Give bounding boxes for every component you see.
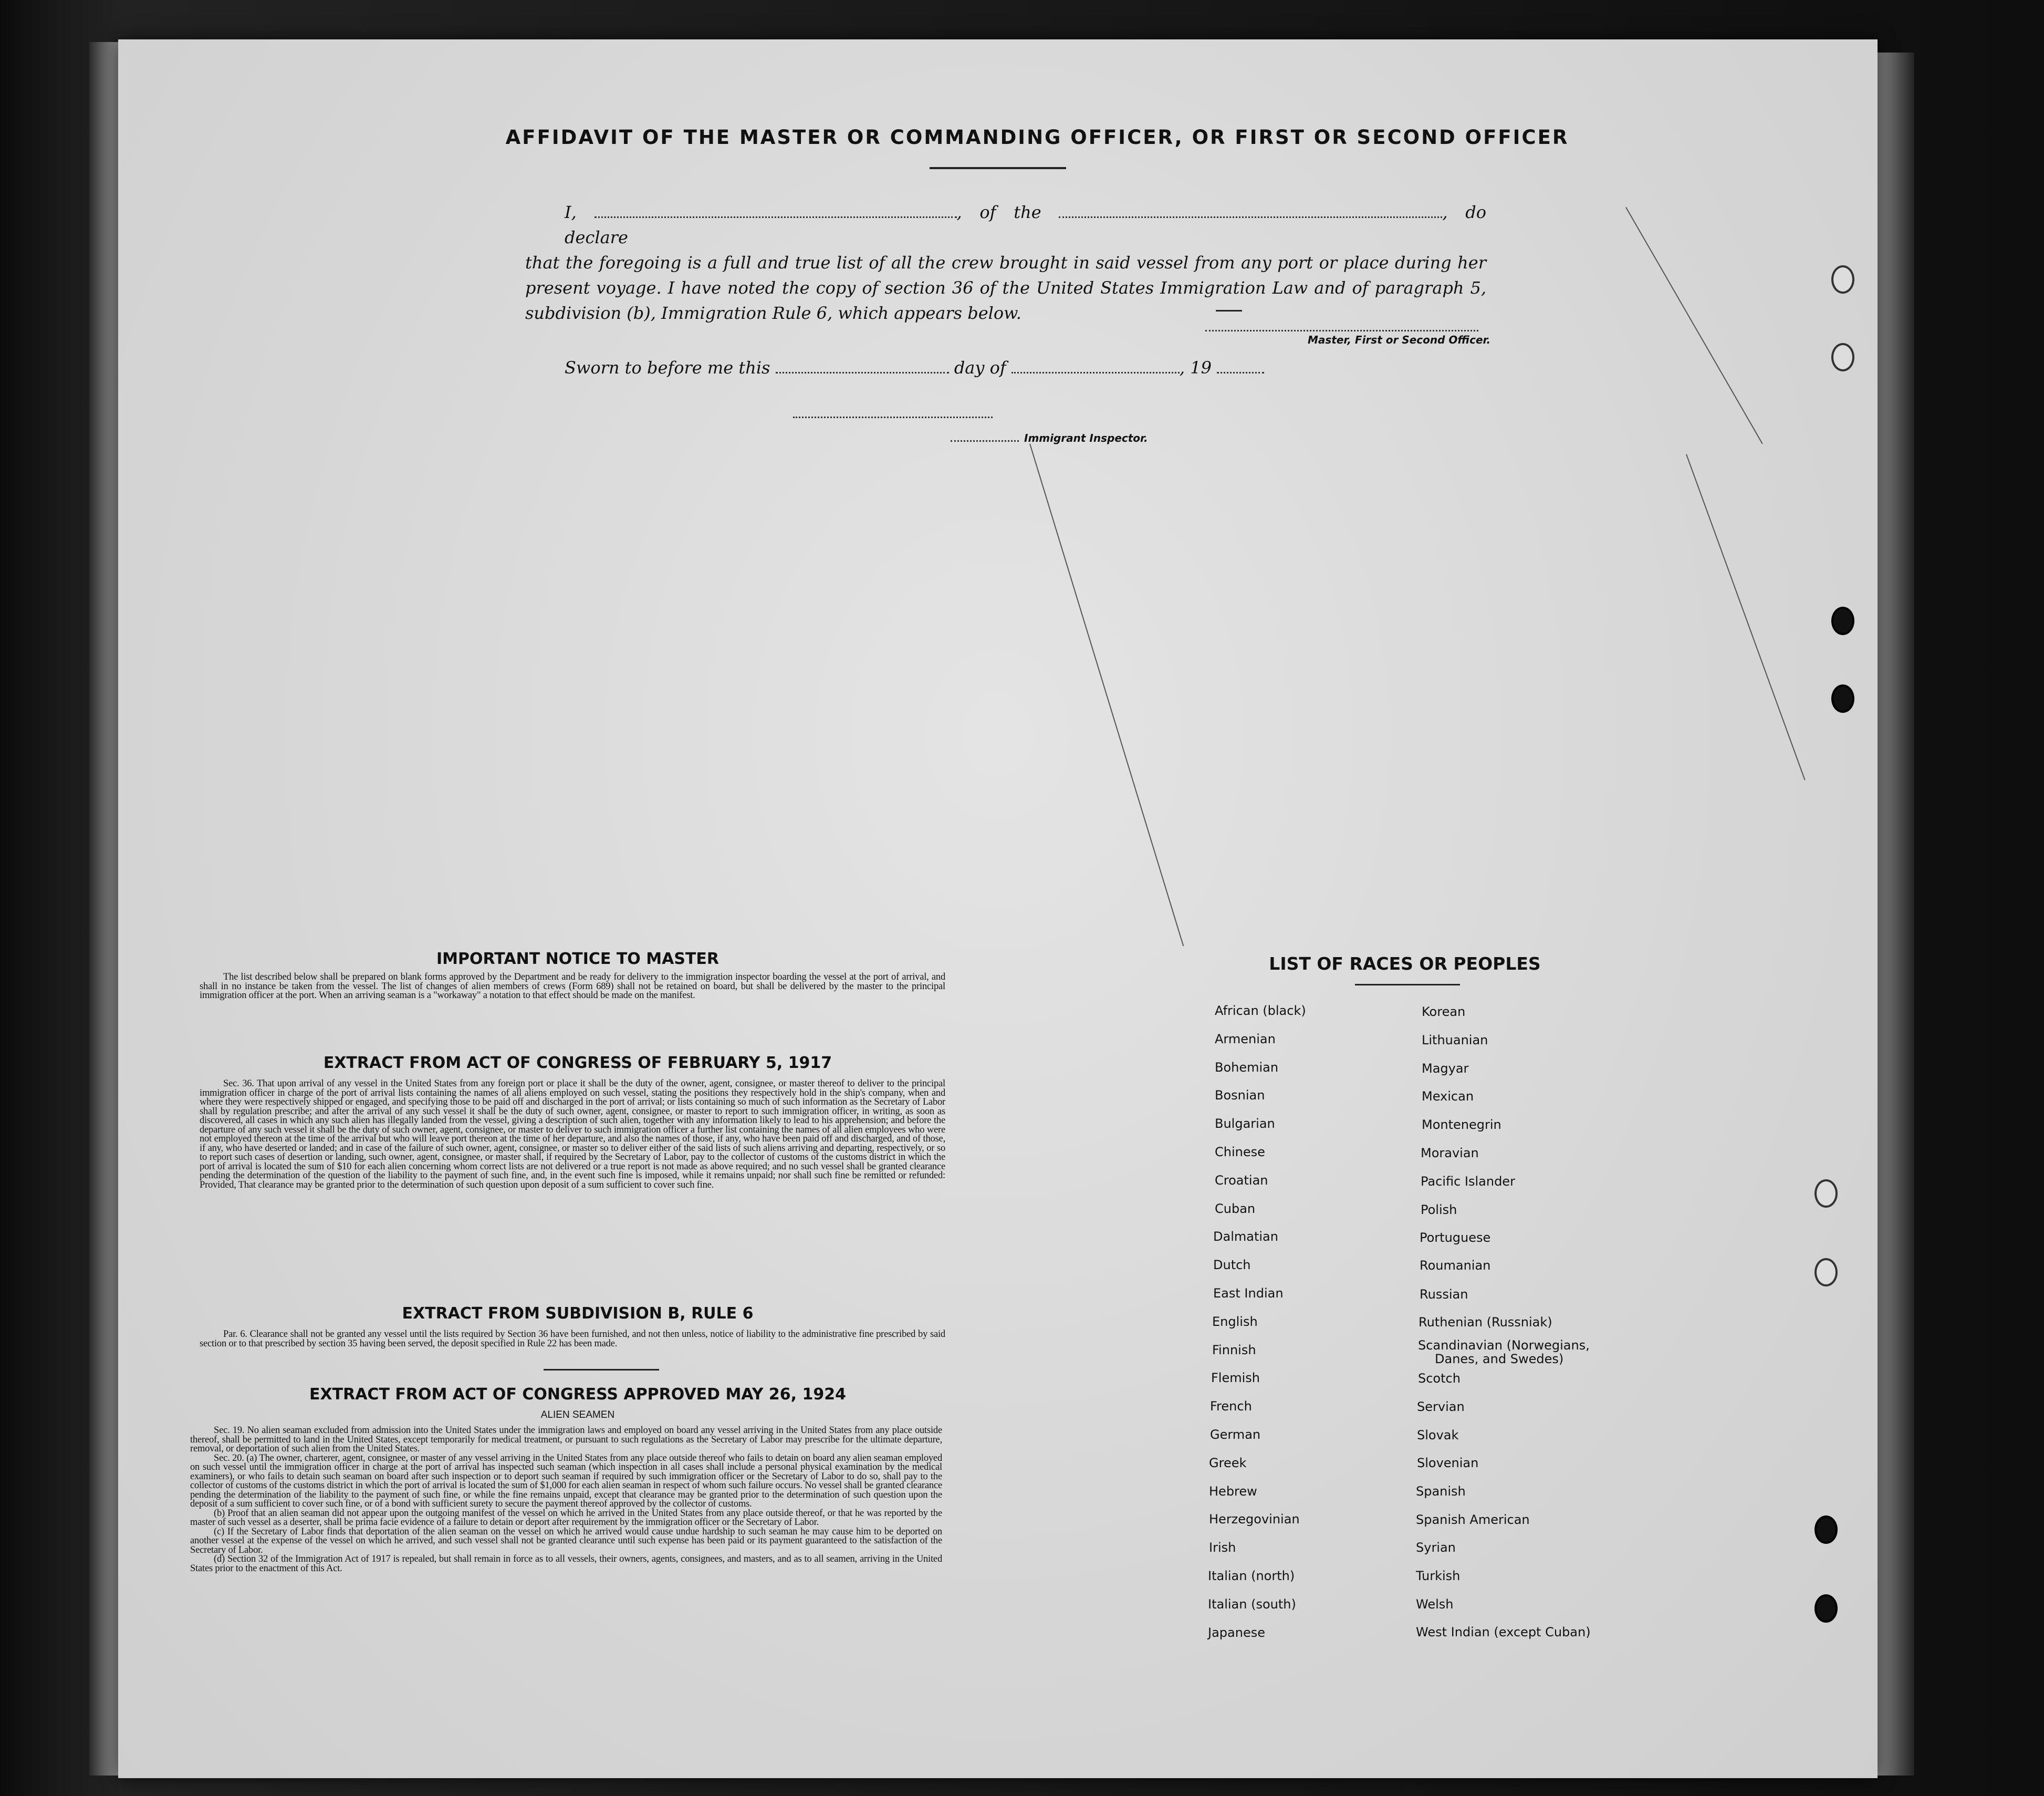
signature-dash (1216, 310, 1242, 312)
race-item: Magyar (1422, 1061, 1469, 1076)
affidavit-body (525, 200, 1486, 326)
race-item: English (1212, 1314, 1258, 1329)
vessel-field[interactable] (1059, 202, 1442, 218)
race-item: Bohemian (1215, 1060, 1279, 1075)
scan-scratch (1029, 443, 1184, 946)
alien-seamen-subheading: ALIEN SEAMEN (540, 1409, 615, 1420)
rule-6-text: Par. 6. Clearance shall not be granted any vessel until the lists required by Section 36 have been furnished, and not then unless, notice of liability to the administrative fine prescribed by said section or to that prescribed by section 35 having been served, the deposit specified in Rule 22 has been made. (200, 1329, 945, 1349)
scan-scratch (1625, 207, 1763, 444)
races-heading: LIST OF RACES OR PEOPLES (1269, 953, 1541, 974)
race-item: Russian (1420, 1287, 1468, 1302)
declaration-line: I, , of the , do declare (565, 202, 1487, 247)
notice-heading: IMPORTANT NOTICE TO MASTER (436, 950, 719, 968)
race-item: German (1210, 1427, 1261, 1442)
race-item: Herzegovinian (1209, 1512, 1300, 1527)
act-1917-heading: EXTRACT FROM ACT OF CONGRESS OF FEBRUARY 5, 1917 (323, 1054, 832, 1072)
race-item: Mexican (1422, 1089, 1474, 1104)
race-item: Bulgarian (1215, 1116, 1275, 1131)
sworn-month-field[interactable] (1011, 357, 1180, 373)
race-item: Irish (1209, 1540, 1236, 1555)
race-item: Roumanian (1420, 1258, 1491, 1273)
race-item: French (1210, 1399, 1252, 1414)
race-item: Danes, and Swedes) (1435, 1352, 1564, 1366)
sworn-line: Sworn to before me this day of , 19 (565, 357, 1300, 378)
race-item: West Indian (except Cuban) (1416, 1625, 1591, 1639)
rule-6-heading: EXTRACT FROM SUBDIVISION B, RULE 6 (402, 1304, 754, 1323)
scan-scratch (1686, 454, 1806, 780)
title-underline (930, 167, 1066, 169)
race-item: Pacific Islander (1421, 1174, 1515, 1189)
race-item: Spanish American (1416, 1512, 1530, 1527)
race-item: Korean (1422, 1004, 1466, 1019)
notice-text: The list described below shall be prepared on blank forms approved by the Department and be ready for delivery to the immigration inspector boarding the vessel at the port of arrival, and shall in no instance be taken from the vessel. The list of changes of alien members of crews (Form 689) shall not be retained on board, but shall be delivered by the master to the principal immigration officer at the port. When an arriving seaman is a "workaway" a notation to that effect should be made on the manifest. (200, 972, 945, 1001)
act-1917-text: Sec. 36. That upon arrival of any vessel in the United States from any foreign port or place it shall be the duty of the owner, agent, consignee, or master thereof to deliver to the principal immigration officer in charge of the port of arrival lists containing the names of all aliens employed on such vessel, stating the positions they respectively hold in the ship's company, when and where they were respectively shipped or engaged, and specifying those to be paid off and discharged in the port of arrival; or lists containing so much of such information as the Secretary of Labor shall by regulation prescribe; and after the arrival of any such vessel it shall be the duty of such owner, agent, consignee, or master to report to such immigration officer, in writing, as soon as discovered, all cases in which any such alien has illegally landed from the vessel, giving a description of such alien, together with any information likely to lead to his apprehension; and before the departure of any such vessel it shall be the duty of such owner, agent, consignee, or master to deliver to such immigration officer a further list containing the names of all alien employees who were not employed thereon at the time of the arrival but who will leave port thereon at the time of her departure, and also the names of those, if any, who have been paid off and discharged, and of those, if any, who have deserted or landed; and in case of the failure of such owner, agent, consignee, or master so to deliver either of the said lists of such aliens arriving and departing, respectively, or so to report such cases of desertion or landing, such owner, agent, consignee, or master shall, if required by the Secretary of Labor, pay to the collector of customs of the customs district in which the port of arrival is located the sum of $10 for each alien concerning whom correct lists are not delivered or a true report is not made as above required; and no such vessel shall be granted clearance pending the determination of the question of the liability to the payment of such fine, and, in the event such fine is imposed, while it remains unpaid; nor shall such fine be remitted or refunded: Provided, That clearance may be granted prior to the determination of such question upon deposit of a sum sufficient to cover such fine. (200, 1078, 945, 1190)
act-1924-heading: EXTRACT FROM ACT OF CONGRESS APPROVED MAY 26, 1924 (309, 1385, 846, 1404)
race-item: Servian (1417, 1399, 1465, 1414)
binder-hole-icon (1814, 1179, 1838, 1208)
race-item: Slovenian (1417, 1456, 1479, 1470)
race-item: Polish (1421, 1202, 1457, 1217)
race-item: Bosnian (1215, 1088, 1265, 1103)
race-item: Dutch (1213, 1258, 1251, 1273)
races-underline (1355, 984, 1460, 985)
inspector-label: Immigrant Inspector. (1024, 432, 1148, 444)
race-item: Italian (north) (1208, 1569, 1295, 1583)
binder-hole-icon (1831, 607, 1854, 635)
race-item: East Indian (1213, 1286, 1284, 1301)
race-item: African (black) (1215, 1003, 1306, 1018)
race-item: Greek (1209, 1455, 1247, 1470)
race-item: Chinese (1215, 1145, 1265, 1159)
race-item: Scotch (1418, 1371, 1461, 1386)
race-item: Slovak (1417, 1428, 1459, 1442)
race-item: Cuban (1215, 1201, 1256, 1216)
race-item: Lithuanian (1422, 1033, 1488, 1047)
race-item: Armenian (1215, 1031, 1276, 1046)
race-item: Hebrew (1209, 1483, 1257, 1499)
race-item: Scandinavian (Norwegians, (1418, 1338, 1590, 1353)
sworn-day-field[interactable] (776, 357, 949, 373)
officer-signature-label: Master, First or Second Officer. (1308, 334, 1491, 346)
race-item: Montenegrin (1422, 1117, 1501, 1132)
rule-6-underline (544, 1369, 659, 1371)
race-item: Finnish (1212, 1342, 1256, 1357)
race-item: Portuguese (1420, 1230, 1491, 1245)
act-1924-text: Sec. 19. No alien seaman excluded from admission into the United States under the immigration laws and employed on board any vessel arriving in the United States from any place outside thereof, shall be permitted to land in the United States, except temporarily for medical treatment, or pursuant to such regulations as the Secretary of Labor may prescribe for the ultimate departure, removal, or deportation of such alien from the United States. Sec. 20. (a) The owner, charterer, agent, consignee, or master of any vessel arriving in the United States from any place outside thereof who fails to detain on board any alien seaman employed on such vessel until the immigration officer in charge at the port of arrival has inspected such seaman (which inspection in all cases shall include a personal physical examination by the medical examiners), or who fails to detain such seaman on board after such inspection or to deport such seaman if required by such immigration officer or the Secretary of Labor to do so, shall pay to the collector of customs of the customs district in which the port of arrival is located the sum of $1,000 for each alien seaman in respect of whom such failure occurs. No vessel shall be granted clearance pending the determination of the liability to the payment of such fine, or while the fine remains unpaid, except that clearance may be granted prior to the determination of such question upon the deposit of a sum sufficient to cover such fine, or of a bond with sufficient surety to secure the payment thereof approved by the collector of customs. (b) Proof that an alien seaman did not appear upon the outgoing manifest of the vessel on which he arrived in the United States from any place outside thereof, or that he was reported by the master of such vessel as a deserter, shall be prima facie evidence of a failure to detain or deport after requirement by the immigration officer or the Secretary of Labor. (c) If the Secretary of Labor finds that deportation of the alien seaman on the vessel on which he arrived would cause undue hardship to such seaman he may cause him to be deported on another vessel at the expense of the vessel on which he arrived, and such vessel shall not be granted clearance until such expense has been paid or its payment guaranteed to the satisfaction of the Secretary of Labor. (d) Section 32 of the Immigration Act of 1917 is repealed, but shall remain in force as to all vessels, their owners, agents, consignees, and masters, and as to all seamen, arriving in the United States prior to the enactment of this Act. (190, 1425, 942, 1574)
race-item: Italian (south) (1208, 1596, 1296, 1612)
officer-signature-line[interactable] (1205, 315, 1478, 331)
race-item: Japanese (1208, 1625, 1265, 1640)
binder-hole-icon (1814, 1594, 1838, 1623)
affidavit-title: AFFIDAVIT OF THE MASTER OR COMMANDING OFFICER, OR FIRST OR SECOND OFFICER (505, 126, 1569, 149)
race-item: Flemish (1211, 1371, 1260, 1386)
race-item: Ruthenian (Russniak) (1419, 1315, 1552, 1330)
name-field[interactable] (595, 202, 957, 218)
race-item: Spanish (1416, 1484, 1466, 1499)
binder-hole-icon (1814, 1258, 1838, 1286)
inspector-prefix-dots (951, 425, 1019, 442)
sworn-year-field[interactable] (1217, 357, 1264, 373)
race-item: Croatian (1215, 1172, 1268, 1188)
binder-hole-icon (1814, 1515, 1838, 1544)
binder-hole-icon (1831, 265, 1854, 294)
race-item: Welsh (1416, 1597, 1454, 1612)
binder-hole-icon (1831, 684, 1854, 713)
page-edge-right (1878, 53, 1914, 1776)
binder-hole-icon (1831, 343, 1854, 371)
inspector-signature-line[interactable] (793, 402, 993, 418)
race-item: Syrian (1416, 1540, 1456, 1555)
race-item: Moravian (1421, 1146, 1479, 1160)
declaration-text: that the foregoing is a full and true list of all the crew brought in said vessel from any port or place during her present voyage. I have noted the copy of section 36 of the United States Immigration Law and of paragraph 5, subdivision (b), Immigration Rule 6, which appears below. (525, 253, 1486, 323)
race-item: Dalmatian (1213, 1229, 1278, 1244)
page-edge-left (89, 42, 121, 1776)
race-item: Turkish (1416, 1569, 1461, 1583)
